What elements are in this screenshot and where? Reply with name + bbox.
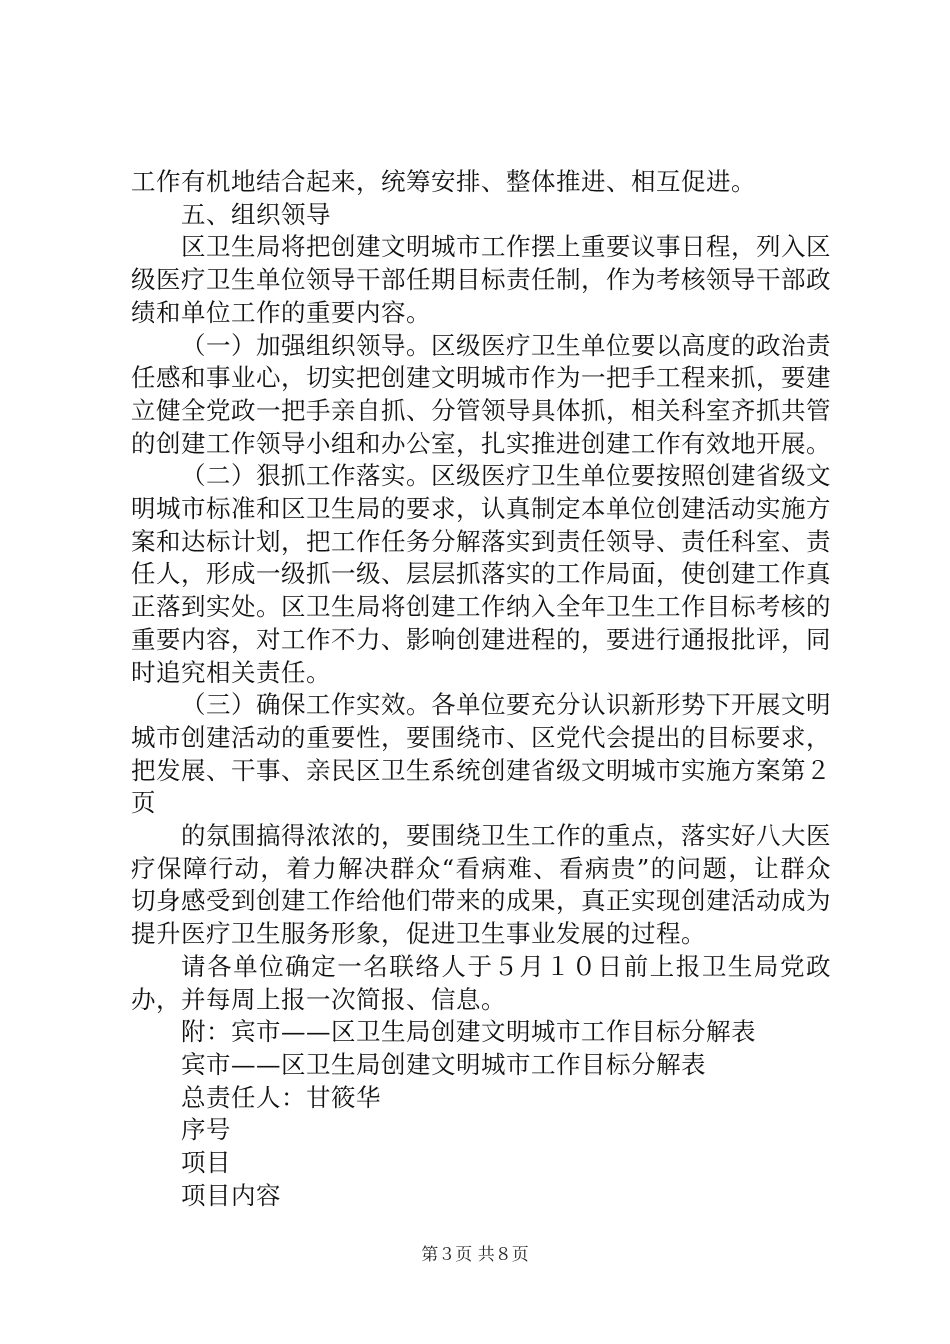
page-footer bbox=[0, 1240, 950, 1265]
paragraph-item-one: （一）加强组织领导。区级医疗卫生单位要以高度的政治责任感和事业心，切实把创建文明城市作为一把手工程来抓，要建立健全党政一把手亲自抓、分管领导具体抓，相关科室齐抓共管的创建工作领导小组和办公室，扎实推进创建工作有效地开展。 bbox=[131, 330, 831, 458]
paragraph-item-two: （二）狠抓工作落实。区级医疗卫生单位要按照创建省级文明城市标准和区卫生局的要求，认真制定本单位创建活动实施方案和达标计划，把工作任务分解落实到责任领导、责任科室、责任人，形成一级抓一级、层层抓落实的工作局面，使创建工作真正落到实处。区卫生局将创建工作纳入全年卫生工作目标考核的重要内容，对工作不力、影响创建进程的，要进行通报批评，同时追究相关责任。 bbox=[131, 461, 831, 687]
paragraph-item-three-continued: 的氛围搞得浓浓的，要围绕卫生工作的重点，落实好八大医疗保障行动，着力解决群众“看病难、看病贵”的问题，让群众切身感受到创建工作给他们带来的成果，真正实现创建活动成为提升医疗卫生服务形象，促进卫生事业发展的过程。 bbox=[131, 821, 831, 949]
attachment-note: 附：宾市——区卫生局创建文明城市工作目标分解表 bbox=[181, 1017, 756, 1047]
responsible-person: 总责任人：甘筱华 bbox=[181, 1082, 381, 1112]
table-header-number: 序号 bbox=[181, 1115, 231, 1145]
paragraph-leadership-intro: 区卫生局将把创建文明城市工作摆上重要议事日程，列入区级医疗卫生单位领导干部任期目标责任制，作为考核领导干部政绩和单位工作的重要内容。 bbox=[131, 232, 831, 327]
table-header-item: 项目 bbox=[181, 1148, 231, 1178]
table-title: 宾市——区卫生局创建文明城市工作目标分解表 bbox=[181, 1049, 706, 1079]
table-header-content: 项目内容 bbox=[181, 1180, 281, 1210]
paragraph-contact-request: 请各单位确定一名联络人于５月１０日前上报卫生局党政办，并每周上报一次简报、信息。 bbox=[131, 951, 831, 1014]
document-body bbox=[131, 166, 831, 1213]
section-heading-organization: 五、组织领导 bbox=[181, 199, 331, 229]
paragraph-item-three: （三）确保工作实效。各单位要充分认识新形势下开展文明城市创建活动的重要性，要围绕市、区党代会提出的目标要求，把发展、干事、亲民区卫生系统创建省级文明城市实施方案第２页 bbox=[131, 690, 831, 818]
paragraph-continuation: 工作有机地结合起来，统筹安排、整体推进、相互促进。 bbox=[131, 167, 756, 196]
page-number: 第３页 共８页 bbox=[421, 1245, 529, 1265]
